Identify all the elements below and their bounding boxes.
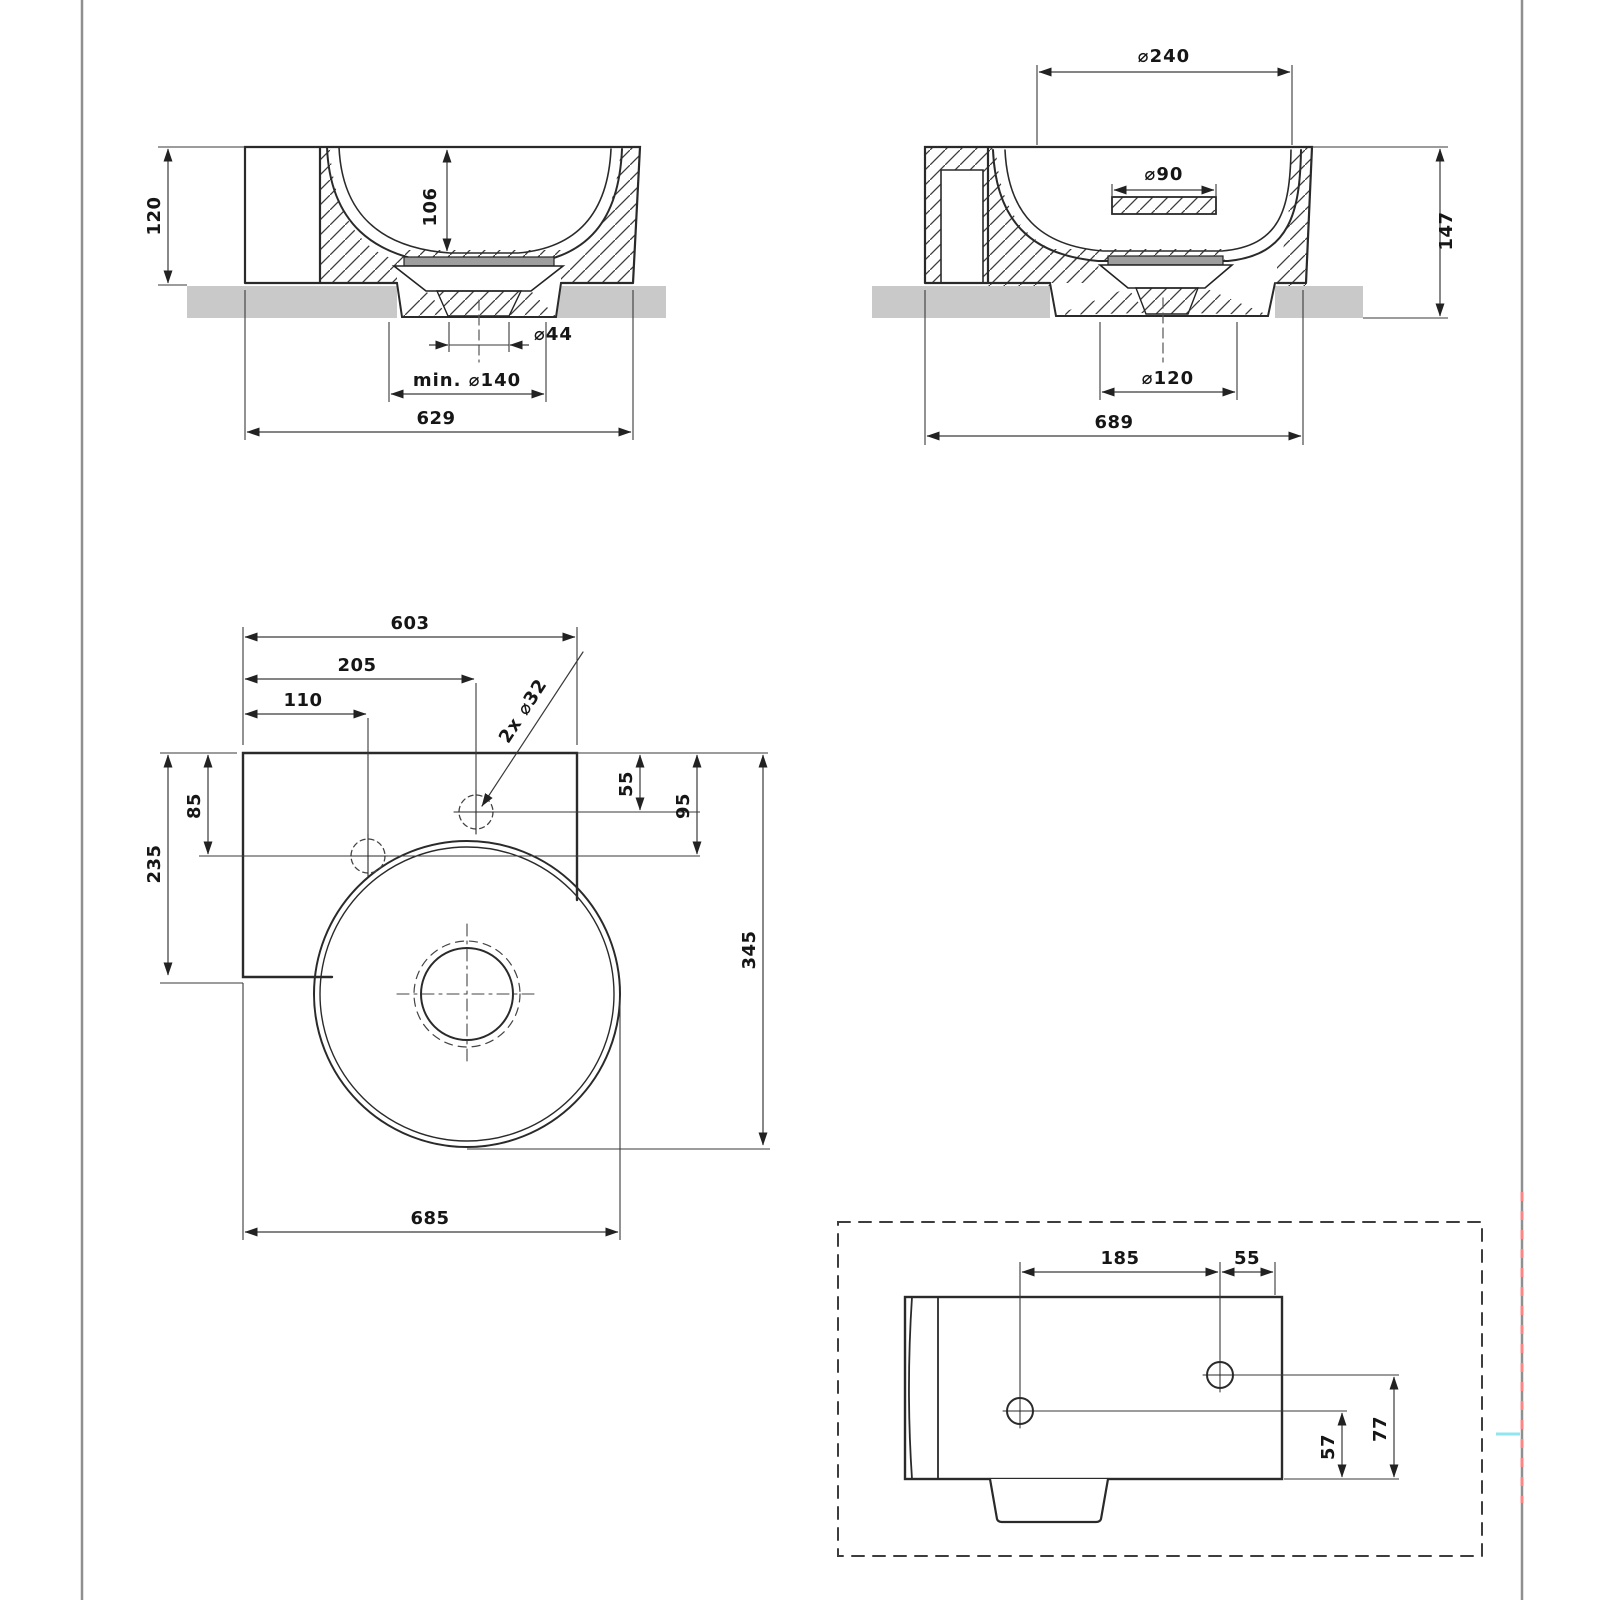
dim-front-bowl-depth: 106 xyxy=(420,187,441,227)
dim-rear-hole-spacing: 185 xyxy=(1100,1248,1140,1269)
drain-crosshair xyxy=(397,924,537,1064)
dim-front-height: 120 xyxy=(144,196,165,236)
dim-plan-tap-depth: 55 xyxy=(616,770,637,798)
right-wall-hatch xyxy=(561,147,640,283)
left-wall-hatch xyxy=(988,147,1100,286)
basin-rear-outline xyxy=(905,1297,1282,1479)
dim-side-height: 147 xyxy=(1436,211,1457,251)
countertop-right-band xyxy=(1275,286,1363,318)
dim-plan-left-depth: 235 xyxy=(144,844,165,884)
dim-plan-total-depth: 345 xyxy=(739,930,760,970)
dim-front-drain-dia: ⌀44 xyxy=(534,324,573,345)
dim-rear-hole-low: 57 xyxy=(1318,1433,1339,1461)
countertop-left-band xyxy=(872,286,1050,318)
drain-tail xyxy=(1136,288,1198,314)
plan-view xyxy=(243,652,620,1147)
counter-outline xyxy=(243,753,577,977)
dim-front-width: 629 xyxy=(416,408,456,429)
dim-plan-tap-holes: 2x ⌀32 xyxy=(494,674,552,748)
dim-rear-edge-offset: 55 xyxy=(1233,1248,1261,1269)
dim-plan-width: 685 xyxy=(410,1208,450,1229)
dim-plan-holes-depth: 95 xyxy=(673,792,694,820)
dim-plan-tap-offset: 205 xyxy=(337,655,377,676)
tap-holes-leader xyxy=(482,652,583,806)
bowl-outer-curve xyxy=(327,147,622,264)
countertop-left-band xyxy=(187,286,397,318)
dim-side-overflow-dia: ⌀90 xyxy=(1144,164,1184,185)
mounting-channel xyxy=(941,170,983,283)
drain-gasket xyxy=(1108,256,1223,265)
dim-rear-hole-high: 77 xyxy=(1370,1415,1391,1443)
left-wall-hatch xyxy=(320,147,397,283)
bottom-tab xyxy=(990,1479,1108,1522)
side-section-view xyxy=(872,147,1363,362)
dim-plan-hole1-offset: 110 xyxy=(283,690,323,711)
dim-side-bowl-dia: ⌀240 xyxy=(1137,46,1191,67)
overflow-slot xyxy=(1112,197,1216,214)
bowl-inner-curve xyxy=(339,147,611,253)
dim-front-min-clearance: min. ⌀140 xyxy=(412,370,522,391)
drain-gasket xyxy=(404,257,554,266)
dim-plan-hole1-depth: 85 xyxy=(184,792,205,820)
tap-hole-left xyxy=(346,834,390,878)
countertop-right-band xyxy=(556,286,666,318)
tap-hole-right xyxy=(454,790,498,834)
front-section-view xyxy=(187,147,666,362)
dim-side-drain-clearance: ⌀120 xyxy=(1141,368,1195,389)
dim-plan-top-width: 603 xyxy=(390,613,430,634)
extension-lines xyxy=(160,627,770,1240)
dim-side-width: 689 xyxy=(1094,412,1134,433)
